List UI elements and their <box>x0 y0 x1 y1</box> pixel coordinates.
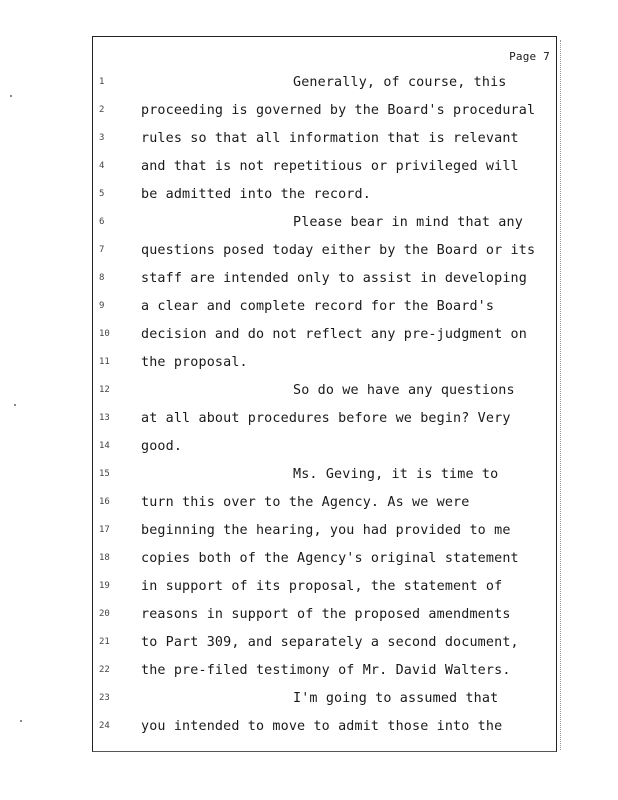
line-number: 15 <box>99 469 110 479</box>
line-number: 2 <box>99 105 105 115</box>
scan-speck <box>10 95 12 97</box>
transcript-line <box>93 299 556 327</box>
line-text: staff are intended only to assist in developing <box>141 271 527 286</box>
line-number: 17 <box>99 525 110 535</box>
transcript-page <box>92 36 557 752</box>
line-number: 9 <box>99 301 105 311</box>
transcript-line <box>93 551 556 579</box>
line-text: reasons in support of the proposed amendments <box>141 607 511 622</box>
line-number: 14 <box>99 441 110 451</box>
line-number: 1 <box>99 77 105 87</box>
line-number: 3 <box>99 133 105 143</box>
transcript-line <box>93 411 556 439</box>
line-number: 10 <box>99 329 110 339</box>
line-text: rules so that all information that is relevant <box>141 131 519 146</box>
line-text: Please bear in mind that any <box>293 215 523 230</box>
transcript-line <box>93 271 556 299</box>
transcript-line <box>93 495 556 523</box>
line-text: the proposal. <box>141 355 248 370</box>
transcript-line <box>93 579 556 607</box>
transcript-line <box>93 159 556 187</box>
transcript-line <box>93 187 556 215</box>
transcript-line <box>93 243 556 271</box>
transcript-line <box>93 663 556 691</box>
transcript-line <box>93 103 556 131</box>
line-text: be admitted into the record. <box>141 187 371 202</box>
line-text: a clear and complete record for the Board's <box>141 299 495 314</box>
transcript-line <box>93 131 556 159</box>
line-text: questions posed today either by the Board or its <box>141 243 536 258</box>
transcript-line <box>93 355 556 383</box>
transcript-line <box>93 691 556 719</box>
line-text: Generally, of course, this <box>293 75 507 90</box>
line-number: 19 <box>99 581 110 591</box>
transcript-line <box>93 439 556 467</box>
line-text: proceeding is governed by the Board's procedural <box>141 103 536 118</box>
line-text: beginning the hearing, you had provided to me <box>141 523 511 538</box>
transcript-line <box>93 523 556 551</box>
line-text: So do we have any questions <box>293 383 515 398</box>
line-number: 18 <box>99 553 110 563</box>
line-text: turn this over to the Agency. As we were <box>141 495 470 510</box>
transcript-line <box>93 607 556 635</box>
transcript-line <box>93 215 556 243</box>
transcript-line <box>93 719 556 747</box>
line-number: 24 <box>99 721 110 731</box>
line-text: good. <box>141 439 183 454</box>
line-text: at all about procedures before we begin? Very <box>141 411 511 426</box>
scan-speck <box>20 720 22 722</box>
transcript-line <box>93 635 556 663</box>
line-number: 21 <box>99 637 110 647</box>
line-number: 13 <box>99 413 110 423</box>
transcript-line <box>93 467 556 495</box>
transcript-line <box>93 327 556 355</box>
line-number: 4 <box>99 161 105 171</box>
line-text: copies both of the Agency's original statement <box>141 551 519 566</box>
line-number: 11 <box>99 357 110 367</box>
line-number: 5 <box>99 189 105 199</box>
scan-speck <box>14 404 16 406</box>
line-text: you intended to move to admit those into the <box>141 719 503 734</box>
line-text: in support of its proposal, the statement of <box>141 579 503 594</box>
line-text: the pre-filed testimony of Mr. David Walters. <box>141 663 511 678</box>
line-number: 20 <box>99 609 110 619</box>
transcript-line <box>93 383 556 411</box>
page-number: Page 7 <box>509 50 550 63</box>
line-text: Ms. Geving, it is time to <box>293 467 499 482</box>
scan-edge <box>560 40 565 750</box>
line-number: 12 <box>99 385 110 395</box>
line-text: to Part 309, and separately a second document, <box>141 635 519 650</box>
line-text: and that is not repetitious or privileged will <box>141 159 519 174</box>
line-number: 7 <box>99 245 105 255</box>
line-text: I'm going to assumed that <box>293 691 499 706</box>
line-number: 22 <box>99 665 110 675</box>
line-number: 23 <box>99 693 110 703</box>
line-number: 6 <box>99 217 105 227</box>
line-text: decision and do not reflect any pre-judgment on <box>141 327 527 342</box>
line-number: 16 <box>99 497 110 507</box>
transcript-line <box>93 75 556 103</box>
line-number: 8 <box>99 273 105 283</box>
